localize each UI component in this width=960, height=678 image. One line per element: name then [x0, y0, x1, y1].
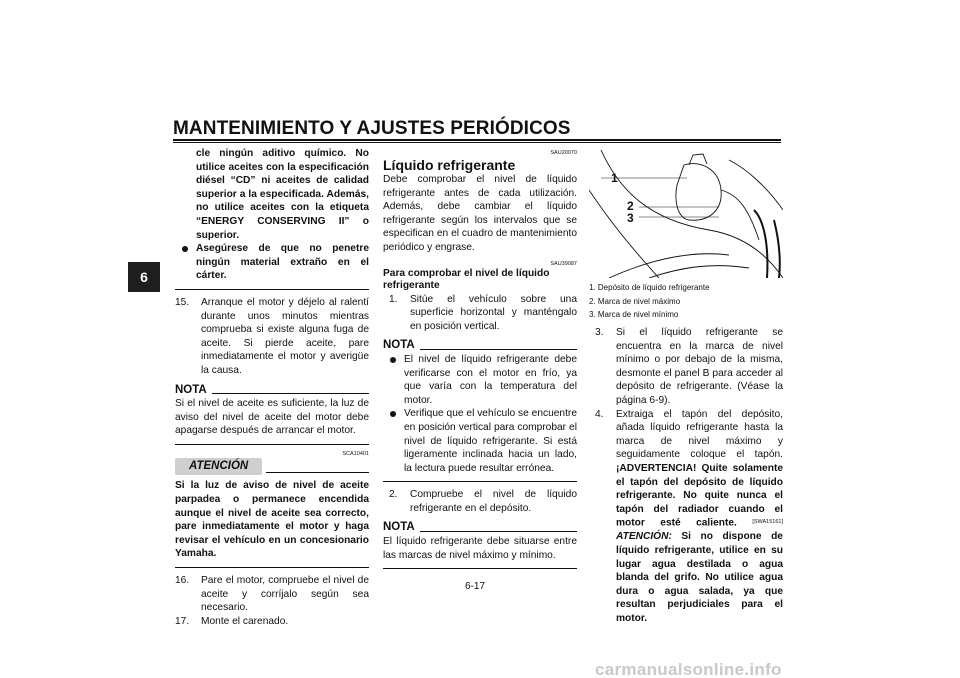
- callout-2: 2: [627, 199, 634, 213]
- caution-rule: [266, 472, 369, 473]
- caution-inline-label: ATENCIÓN:: [616, 531, 672, 543]
- note-bullet: Verifique que el vehículo se encuentre en posición vertical para comprobar el nivel de líquido refrigerante. Si está ligeramente inclinada hacia un lado, la lectura puede resultar errónea.: [383, 407, 577, 475]
- step-text: Monte el carenado.: [201, 615, 289, 627]
- note-heading: [175, 384, 369, 398]
- note-rule: [420, 349, 577, 350]
- caution-inline-text: Si no dispone de líquido refrigerante, utilice en su lugar agua destilada o agua blanda del grifo. No utilice agua dura o agua salada, ya que resultan perjudiciales para el motor.: [616, 531, 783, 624]
- warning-continuation: cle ningún aditivo químico. No utilice aceites con la especificación diésel “CD” ni aceites de calidad superior a la especificada. Además, no utilice aceites con la etiqueta “ENERGY CONSERVING II” o superior.: [196, 148, 369, 241]
- step-number: 15.: [175, 296, 190, 308]
- note-heading: [383, 521, 577, 535]
- note-rule: [212, 393, 369, 394]
- note-label: NOTA: [383, 339, 415, 352]
- step-number: 17.: [175, 615, 190, 627]
- reference-code: SAU39087: [550, 260, 577, 267]
- warning-inline: ¡ADVERTENCIA! Quite solamente el tapón del depósito de líquido refrigerante. No quite nunca el tapón del radiador cuando el motor esté caliente.: [616, 462, 783, 529]
- note-bullet: El nivel de líquido refrigerante debe verificarse con el motor en frío, ya que varía con la temperatura del motor.: [383, 353, 577, 407]
- reference-code: SCA10401: [342, 450, 369, 457]
- header-rule: [173, 139, 781, 141]
- step-text: Pare el motor, compruebe el nivel de aceite y corríjalo según sea necesario.: [201, 575, 369, 614]
- page-number: 6-17: [465, 581, 486, 592]
- step-text: Extraiga el tapón del depósito, añada líquido refrigerante hasta la marca de nivel máximo y seguidamente coloque el tapón.: [616, 408, 783, 461]
- frame-curve: [589, 190, 659, 278]
- footer-watermark: carmanualsonline.info: [595, 660, 782, 678]
- note-rule: [420, 531, 577, 532]
- step-4: [595, 408, 783, 626]
- subsection-title: Para comprobar el nivel de líquido refrigerante: [383, 267, 550, 292]
- step-text: Sitúe el vehículo sobre una superficie horizontal y manténgalo en posición vertical.: [410, 293, 577, 332]
- separator: [175, 289, 369, 290]
- header-rule-thin: [173, 142, 781, 143]
- section-title: Líquido refrigerante: [383, 157, 516, 173]
- separator: [175, 444, 369, 445]
- note-label: NOTA: [175, 383, 207, 396]
- separator: [175, 567, 369, 568]
- callout-1: 1: [611, 171, 618, 185]
- figure-caption: [589, 281, 783, 322]
- caution-badge: ATENCIÓN: [175, 458, 262, 476]
- reference-code: SAU20070: [550, 150, 577, 156]
- caption-item: 1. Depósito de líquido refrigerante: [589, 283, 710, 292]
- step-number: 16.: [175, 575, 190, 587]
- caution-text: Si la luz de aviso de nivel de aceite parpadea o permanece encendida aunque el nivel de aceite sea correcto, pare inmediatamente el motor y haga revisar el vehículo en un concesionario Yamaha.: [175, 480, 369, 560]
- column-left: [175, 147, 369, 628]
- step-text: Compruebe el nivel de líquido refrigerante en el depósito.: [410, 489, 577, 514]
- step-2: [389, 488, 577, 515]
- column-middle: [383, 147, 577, 575]
- step-17: [175, 615, 369, 629]
- note-text: Si el nivel de aceite es suficiente, la luz de aviso del nivel de aceite del motor debe apagarse después de arrancar el motor.: [175, 398, 369, 437]
- step-number: 4.: [595, 408, 604, 420]
- separator: [383, 568, 577, 569]
- callout-3: 3: [627, 211, 634, 225]
- reservoir-body: [676, 164, 721, 221]
- section-intro: Debe comprobar el nivel de líquido refrigerante antes de cada utilización. Además, debe cambiar el líquido refrigerante según los intervalos que se especifican en el cuadro de mantenimiento periódico y engrase.: [383, 174, 577, 253]
- chapter-tab: 6: [128, 262, 160, 292]
- step-1: [389, 293, 577, 334]
- step-15: [175, 296, 369, 378]
- step-16: [175, 574, 369, 615]
- separator: [383, 481, 577, 482]
- caption-item: 3. Marca de nivel mínimo: [589, 310, 679, 319]
- note-heading: [383, 339, 577, 353]
- coolant-reservoir-figure: [589, 150, 783, 278]
- step-number: 2.: [389, 489, 398, 501]
- warning-bullet: Asegúrese de que no penetre ningún material extraño en el cárter.: [175, 242, 369, 283]
- step-text: Si el líquido refrigerante se encuentra en la marca de nivel mínimo o por debajo de la misma, desmonte el panel B para acceder al depósito de refrigerante. (Véase la página 6-9).: [616, 327, 783, 406]
- note-text: El líquido refrigerante debe situarse entre las marcas de nivel máximo y mínimo.: [383, 536, 577, 561]
- caption-item: 2. Marca de nivel máximo: [589, 296, 681, 306]
- column-right: [589, 326, 783, 626]
- page-title: MANTENIMIENTO Y AJUSTES PERIÓDICOS: [173, 118, 571, 139]
- note-label: NOTA: [383, 521, 415, 534]
- step-text: Arranque el motor y déjelo al ralentí durante unos minutos mientras comprueba si existe alguna fuga de aceite. Si pierde aceite, pare inmediatamente el motor y averigüe la causa.: [201, 296, 369, 376]
- caution-heading: [175, 458, 369, 476]
- step-number: 3.: [595, 327, 604, 338]
- step-3: [595, 326, 783, 408]
- reference-code: [SWA15161]: [752, 519, 783, 526]
- step-number: 1.: [389, 293, 398, 305]
